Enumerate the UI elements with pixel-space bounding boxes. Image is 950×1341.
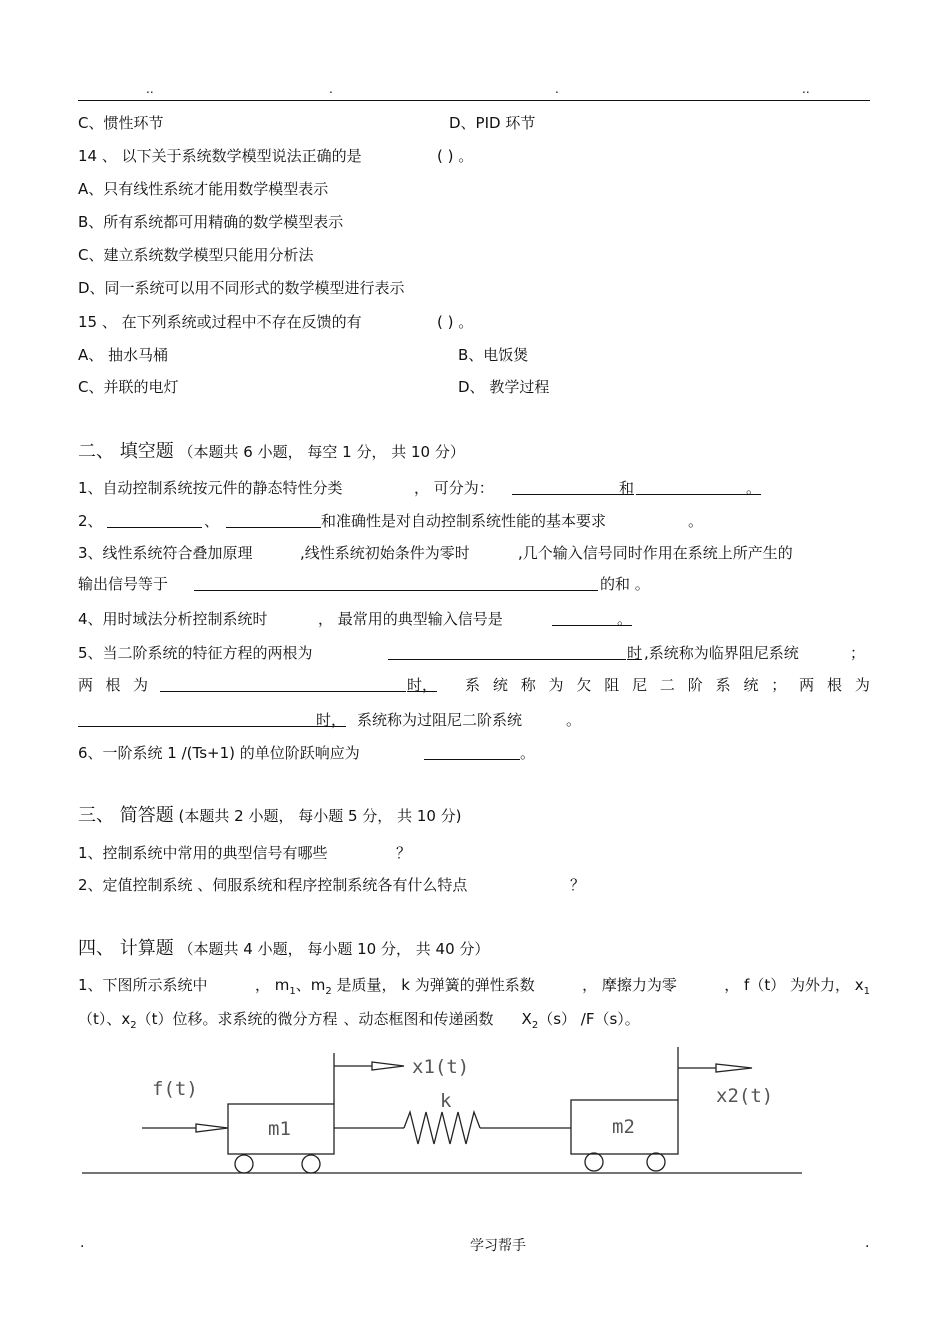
s2-q2-end: 。 xyxy=(688,512,704,530)
s2-q4-a: 4、用时域法分析控制系统时 xyxy=(78,610,268,628)
s2-q6-a: 6、一阶系统 1 /(Ts+1) 的单位阶跃响应为 xyxy=(78,744,360,762)
q14-option-d: D、同一系统可以用不同形式的数学模型进行表示 xyxy=(78,279,405,297)
section4-title: 四、 计算题 xyxy=(78,938,174,959)
s4-q1-c-sub: 2 xyxy=(325,986,332,997)
header-dot-3: . xyxy=(555,82,559,96)
s2-q5-char: 两 xyxy=(78,676,94,694)
s4-q1-h: （t）位移。求系统的微分方程 xyxy=(136,1010,338,1028)
q15-option-d: D、 教学过程 xyxy=(458,378,550,396)
s3-q2-end: ？ xyxy=(570,876,586,894)
force-arrow-head xyxy=(196,1124,228,1132)
q15-option-c: C、并联的电灯 xyxy=(78,378,179,396)
section3-heading xyxy=(78,806,462,826)
m2-wheel-left xyxy=(585,1153,603,1171)
q15-option-b: B、电饭煲 xyxy=(458,346,529,364)
s4-q1-f-wrap xyxy=(724,975,870,1002)
s4-q1-e: ， 摩擦力为零 xyxy=(582,976,677,994)
q14-option-c: C、建立系统数学模型只能用分析法 xyxy=(78,246,314,264)
s4-q1-b: ， m xyxy=(254,976,290,994)
s2-q5-char: 系 xyxy=(465,676,481,694)
s2-q5-e: 系统称为过阻尼二阶系统 xyxy=(357,711,523,729)
m2-wheel-right xyxy=(647,1153,665,1171)
s2-q5-blank-1[interactable] xyxy=(388,643,626,665)
s2-q1-and: 和 xyxy=(619,479,635,497)
m1-wheel-right xyxy=(302,1155,320,1173)
s2-q4-b: ， 最常用的典型输入信号是 xyxy=(318,610,503,628)
s2-q5-d: ； xyxy=(850,644,866,662)
s4-q1-line2 xyxy=(78,1009,640,1036)
s2-q5-char: 两 xyxy=(799,676,815,694)
s2-q5-char: 欠 xyxy=(576,676,592,694)
s2-q3-a: 3、线性系统符合叠加原理 xyxy=(78,544,253,562)
section4-note: （本题共 4 小题， 每小题 10 分， 共 40 分） xyxy=(178,940,490,958)
s2-q1-blank-2[interactable] xyxy=(636,478,748,500)
s2-q5-char: 阶 xyxy=(687,676,703,694)
x2-arrow-head xyxy=(716,1064,752,1072)
s2-q5-a: 5、当二阶系统的特征方程的两根为 xyxy=(78,644,313,662)
s2-q5-char: 阻 xyxy=(604,676,620,694)
footer-right-dot: . xyxy=(865,1235,870,1251)
s2-q2-sep: 、 xyxy=(204,512,220,530)
s2-q5-line2-tail xyxy=(465,675,870,695)
q15-option-a: A、 抽水马桶 xyxy=(78,346,169,364)
s2-q5-c: ,系统称为临界阻尼系统 xyxy=(644,644,799,662)
s4-q1-f: ， f（t） 为外力， x xyxy=(724,976,864,994)
q15-paren: ( ) 。 xyxy=(437,313,474,331)
s2-q5-blank-2[interactable] xyxy=(160,675,406,697)
s2-q4-blank[interactable] xyxy=(552,609,618,631)
label-k: k xyxy=(440,1090,452,1112)
s2-q2-blank-2[interactable] xyxy=(226,511,321,533)
q14-option-b: B、所有系统都可用精确的数学模型表示 xyxy=(78,213,344,231)
label-x2-t: x2(t) xyxy=(716,1085,774,1107)
s2-q2-num: 2、 xyxy=(78,512,103,530)
s2-q5-char: 根 xyxy=(105,676,121,694)
s3-q1-end: ？ xyxy=(396,844,412,862)
section4-heading xyxy=(78,939,489,959)
s2-q3-d: 输出信号等于 xyxy=(78,575,169,593)
section3-title: 三、 简答题 xyxy=(78,805,174,826)
s2-q5-char: 二 xyxy=(659,676,675,694)
s3-q2: 2、定值控制系统 、伺服系统和程序控制系统各有什么特点 xyxy=(78,876,468,894)
header-dot-1: .. xyxy=(146,82,154,96)
section2-note: （本题共 6 小题， 每空 1 分， 共 10 分） xyxy=(178,443,465,461)
s2-q5-blank-3[interactable] xyxy=(78,710,316,732)
s2-q5-char: 为 xyxy=(854,676,870,694)
s2-q5-char: ； xyxy=(771,676,787,694)
q14-option-a: A、只有线性系统才能用数学模型表示 xyxy=(78,180,329,198)
s2-q1-blank-1[interactable] xyxy=(512,478,619,500)
header-dot-4: .. xyxy=(802,82,810,96)
s2-q2-text: 和准确性是对自动控制系统性能的基本要求 xyxy=(321,512,607,530)
section2-title: 二、 填空题 xyxy=(78,441,174,462)
s2-q5-char: 统 xyxy=(743,676,759,694)
s4-q1-c: 、m xyxy=(295,976,326,994)
s2-q5-when-3: 时， xyxy=(316,711,347,729)
s2-q1-text: 1、自动控制系统按元件的静态特性分类 xyxy=(78,479,343,497)
s2-q6-end: 。 xyxy=(520,744,536,762)
s4-q1-masses xyxy=(255,975,535,1002)
s2-q6-blank[interactable] xyxy=(424,743,520,765)
section3-note: (本题共 2 小题， 每小题 5 分， 共 10 分) xyxy=(178,807,462,825)
label-x1-t: x1(t) xyxy=(412,1056,470,1078)
q13-option-d: D、PID 环节 xyxy=(449,114,536,132)
s2-q5-when-1: 时 xyxy=(627,644,643,662)
label-f-t: f(t) xyxy=(152,1078,198,1100)
x1-arrow-head xyxy=(372,1062,404,1070)
q13-option-c: C、惯性环节 xyxy=(78,114,164,132)
header-dot-2: . xyxy=(329,82,333,96)
s2-q1-end: 。 xyxy=(746,479,762,497)
s2-q4-end: 。 xyxy=(617,610,633,628)
s2-q3-blank[interactable] xyxy=(194,574,598,596)
footer-center: 学习帮手 xyxy=(470,1238,526,1254)
s2-q5-char: 尼 xyxy=(632,676,648,694)
spring-zigzag xyxy=(404,1112,480,1144)
header-rule xyxy=(78,100,870,101)
q15-stem: 15 、 在下列系统或过程中不存在反馈的有 xyxy=(78,313,362,331)
q14-paren: ( ) 。 xyxy=(437,147,474,165)
label-m1: m1 xyxy=(268,1118,291,1140)
s4-q1-b-sub: 1 xyxy=(289,986,296,997)
s2-q5-when-2: 时， xyxy=(407,676,438,694)
mass-spring-diagram xyxy=(0,1040,950,1190)
s4-q1-j: X xyxy=(521,1010,532,1028)
s4-q1-a: 1、下图所示系统中 xyxy=(78,976,208,994)
s4-q1-f-sub: 1 xyxy=(863,986,870,997)
s4-q1-d: 是质量， k 为弹簧的弹性系数 xyxy=(331,976,535,994)
s2-q5-char: 为 xyxy=(132,676,148,694)
s2-q5-char: 统 xyxy=(492,676,508,694)
s2-q5-end: 。 xyxy=(566,711,582,729)
m1-wheel-left xyxy=(235,1155,253,1173)
s4-q1-g: （t）、x xyxy=(78,1010,131,1028)
s2-q5-line2-lead xyxy=(78,675,148,695)
s4-q1-g-sub: 2 xyxy=(130,1020,137,1031)
s2-q5-char: 为 xyxy=(548,676,564,694)
s2-q3-b: ,线性系统初始条件为零时 xyxy=(300,544,470,562)
s2-q3-c: ,几个输入信号同时作用在系统上所产生的 xyxy=(518,544,793,562)
footer-left-dot: . xyxy=(80,1235,85,1251)
s2-q2-blank-1[interactable] xyxy=(107,511,202,533)
s2-q5-char: 系 xyxy=(715,676,731,694)
s4-q1-line1 xyxy=(78,975,870,1002)
section2-heading xyxy=(78,442,465,462)
s3-q1: 1、控制系统中常用的典型信号有哪些 xyxy=(78,844,328,862)
s2-q1-text-b: ， 可分为： xyxy=(414,479,494,497)
s2-q3-e: 的和 。 xyxy=(600,575,650,593)
s4-q1-i: 、动态框图和传递函数 xyxy=(343,1010,494,1028)
s2-q5-char: 称 xyxy=(520,676,536,694)
s4-q1-j-sub: 2 xyxy=(531,1020,539,1031)
s2-q5-char: 根 xyxy=(826,676,842,694)
s4-q1-k: （s） /F（s）。 xyxy=(538,1010,640,1028)
label-m2: m2 xyxy=(612,1116,635,1138)
q14-stem: 14 、 以下关于系统数学模型说法正确的是 xyxy=(78,147,362,165)
